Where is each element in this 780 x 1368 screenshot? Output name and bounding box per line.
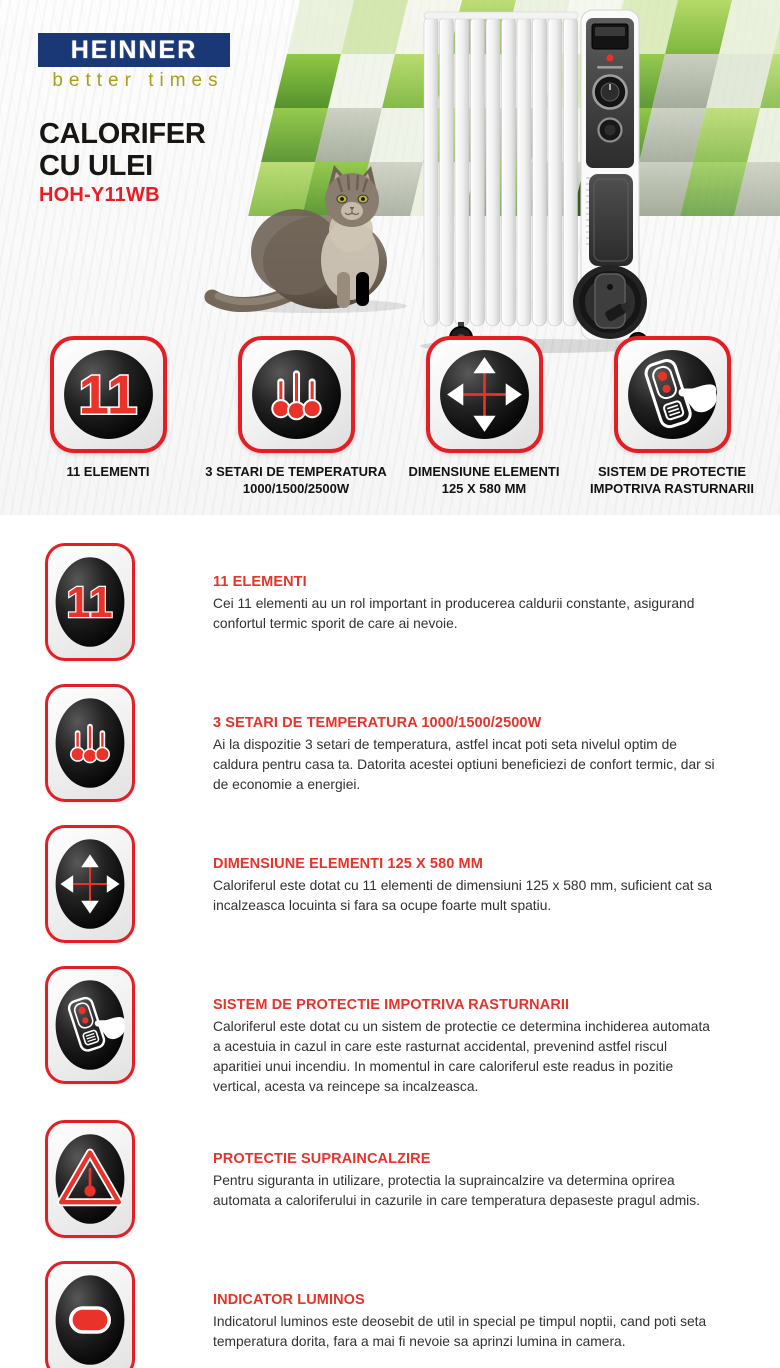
overheat-protection-icon [50, 1125, 130, 1233]
feature-title: PROTECTIE SUPRAINCALZIRE [213, 1151, 431, 1167]
feature-title: DIMENSIUNE ELEMENTI 125 X 580 MM [213, 856, 483, 872]
heater-product-photo [418, 2, 670, 354]
badge-temperature-settings: 3 SETARI DE TEMPERATURA 1000/1500/2500W [202, 336, 390, 498]
feature-description: Cei 11 elementi au un rol important in producerea caldurii constante, asigurand confortul termic sporit de care ai nevoie. [213, 596, 695, 631]
tip-over-protection-icon [622, 344, 723, 445]
element-dimensions-icon [434, 344, 535, 445]
feature-detail-list [0, 515, 780, 1368]
feature-title: 3 SETARI DE TEMPERATURA 1000/1500/2500W [213, 715, 542, 731]
feature-description: Ai la dispozitie 3 setari de temperatura, astfel incat poti seta nivelul optim de caldura pentru casa ta. Datorita acestei optiuni beneficiezi de confort termic, dar si de economie a energiei. [213, 737, 715, 792]
feature-badge-row [0, 336, 780, 498]
cat-photo-illustration [200, 156, 415, 314]
tip-over-protection-icon [50, 971, 130, 1079]
feature-row-light-indicator [45, 1261, 780, 1368]
heater-fins [424, 12, 578, 326]
feature-title: INDICATOR LUMINOS [213, 1292, 365, 1308]
badge-element-dimensions: DIMENSIUNE ELEMENTI 125 X 580 MM [390, 336, 578, 498]
feature-row-overheat-protection [45, 1120, 780, 1238]
11-elements-icon [58, 344, 159, 445]
feature-row-temperature-settings [45, 684, 780, 802]
heater-lower-panel [589, 174, 633, 266]
feature-title: 11 ELEMENTI [213, 574, 307, 590]
feature-description: Caloriferul este dotat cu un sistem de protectie ce determina inchiderea automata a acestuia in cazul in care este rasturnat accidental, prevenind astfel riscul aparitiei unui incendiu. In momentul in care caloriferul este readus in pozitie vertical, acesta va reincepe sa incalzeasca. [213, 1019, 710, 1094]
feature-description: Indicatorul luminos este deosebit de util in special pe timpul noptii, cand poti seta temperatura dorita, fara a mai fi nevoie sa aprinzi lumina in camera. [213, 1314, 707, 1349]
page-title-line2: CU ULEI [39, 150, 153, 183]
temperature-settings-icon [246, 344, 347, 445]
11-elements-icon [50, 548, 130, 656]
feature-description: Pentru siguranta in utilizare, protectia la supraincalzire va determina oprirea automata a caloriferului in cazurile in care temperatura depaseste pragul admis. [213, 1173, 700, 1208]
element-dimensions-icon [50, 830, 130, 938]
temperature-settings-icon [50, 689, 130, 797]
feature-title: SISTEM DE PROTECTIE IMPOTRIVA RASTURNARII [213, 997, 570, 1013]
light-indicator-icon [50, 1266, 130, 1368]
brand-tagline: better times [52, 70, 224, 91]
feature-description: Caloriferul este dotat cu 11 elementi de dimensiuni 125 x 580 mm, suficient cat sa incalzeasca locuinta si fara sa ocupe foarte mult spatiu. [213, 878, 712, 913]
page-title [39, 118, 205, 183]
hero-section [0, 0, 780, 515]
page-title-line1: CALORIFER [39, 118, 206, 150]
badge-11-elements: 11 ELEMENTI [14, 336, 202, 498]
feature-row-11-elements [45, 543, 780, 661]
badge-tip-over-protection: SISTEM DE PROTECTIE IMPOTRIVA RASTURNARII [578, 336, 766, 498]
product-model: HOH-Y11WB [39, 184, 160, 206]
feature-row-tip-over-protection [45, 966, 780, 1097]
brand-logo [38, 33, 230, 67]
brand-logo-text: HEINNER [70, 35, 198, 64]
feature-row-element-dimensions [45, 825, 780, 943]
heater-power-led [606, 54, 613, 61]
heater-cable-reel [573, 265, 647, 339]
